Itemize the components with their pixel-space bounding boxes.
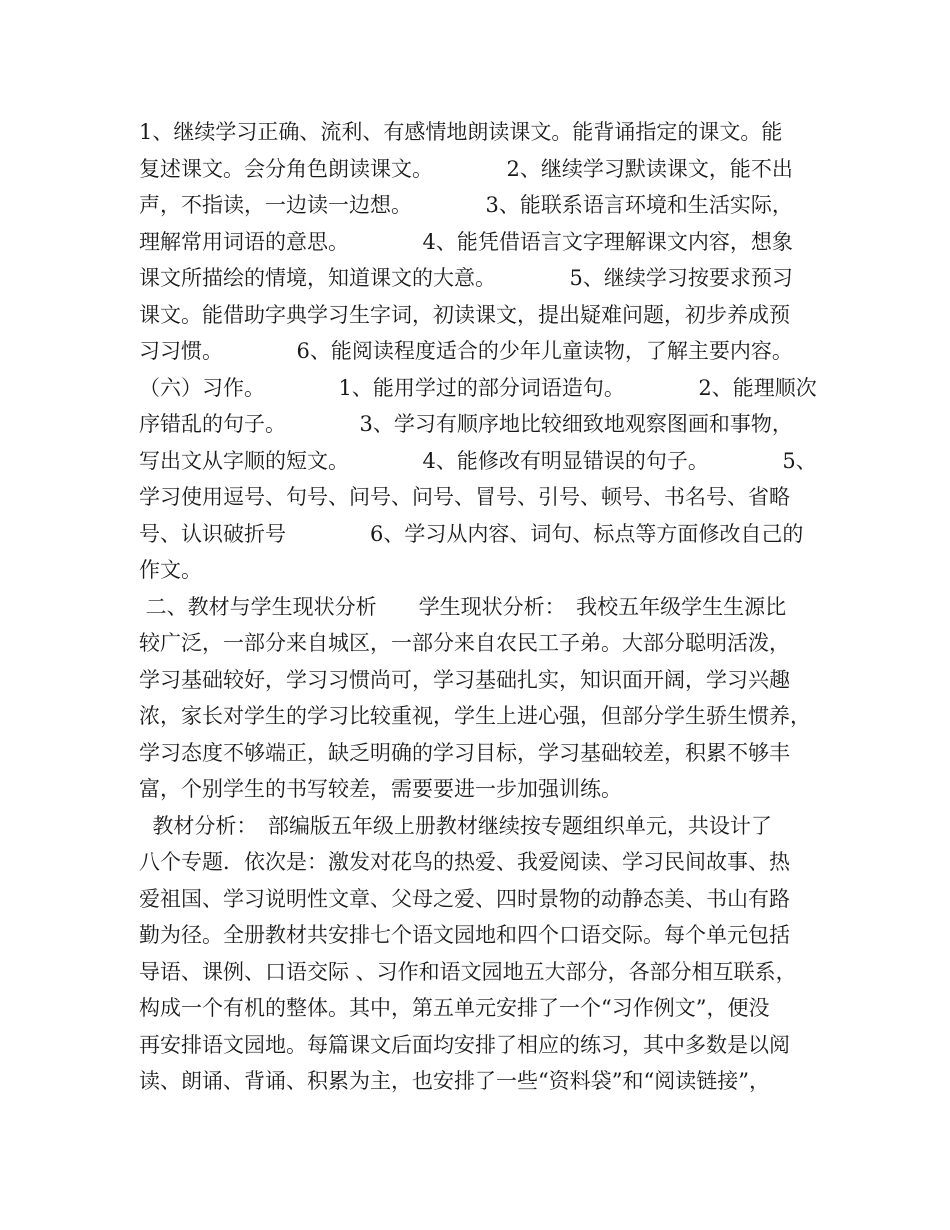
- text-line: 课文所描绘的情境，知道课文的大意。 5、继续学习按要求预习: [139, 266, 793, 290]
- text-line: 号、认识破折号 6、学习从内容、词句、标点等方面修改自己的: [139, 521, 804, 546]
- text-line: 理解常用词语的意思。 4、能凭借语言文字理解课文内容，想象: [139, 229, 793, 254]
- text-line: 声，不指读，一边读一边想。 3、能联系语言环境和生活实际，: [139, 193, 793, 217]
- text-line: 爱祖国、学习说明性文章、父母之爱、四时景物的动静态美、书山有路: [139, 886, 790, 911]
- text-line: 1、继续学习正确、流利、有感情地朗读课文。能背诵指定的课文。能: [139, 120, 783, 144]
- text-line: 学习使用逗号、句号、问号、问号、冒号、引号、顿号、书名号、省略: [139, 485, 790, 509]
- text-line: 八个专题．依次是：激发对花鸟的热爱、我爱阅读、学习民间故事、热: [139, 850, 790, 874]
- document-body: [139, 114, 829, 1100]
- text-line: 读、朗诵、背诵、积累为主，也安排了一些“资料袋”和“阅读链接”，: [139, 1069, 770, 1093]
- text-line: 习习惯。 6、能阅读程度适合的少年儿童读物，了解主要内容。: [139, 339, 793, 363]
- text-line: 作文。: [139, 558, 202, 582]
- text-line: 构成一个有机的整体。其中，第五单元安排了一个“习作例文”，便没: [139, 996, 770, 1020]
- text-line: 课文。能借助字典学习生字词，初读课文，提出疑难问题，初步养成预: [139, 302, 790, 327]
- text-line: 学习基础较好，学习习惯尚可，学习基础扎实，知识面开阔，学习兴趣: [139, 667, 790, 692]
- text-line: 再安排语文园地。每篇课文后面均安排了相应的练习，其中多数是以阅: [139, 1032, 790, 1057]
- text-line: 富，个别学生的书写较差，需要要进一步加强训练。: [139, 777, 622, 801]
- text-line: 序错乱的句子。 3、学习有顺序地比较细致地观察图画和事物，: [139, 412, 793, 436]
- text-line: 导语、课例、口语交际 、习作和语文园地五大部分，各部分相互联系，: [139, 959, 797, 984]
- text-line: 浓，家长对学生的学习比较重视，学生上进心强，但部分学生骄生惯养，: [139, 704, 811, 728]
- text-line: 勤为径。全册教材共安排七个语文园地和四个口语交际。每个单元包括: [139, 923, 790, 947]
- section-heading-line: 二、教材与学生现状分析 学生现状分析： 我校五年级学生生源比: [139, 594, 787, 619]
- text-line: 较广泛，一部分来自城区，一部分来自农民工子弟。大部分聪明活泼，: [139, 631, 790, 655]
- text-line: 写出文从字顺的短文。 4、能修改有明显错误的句子。 5、: [139, 448, 817, 473]
- text-line: （六）习作。 1、能用学过的部分词语造句。 2、能理顺次: [139, 375, 817, 400]
- text-line: 学习态度不够端正，缺乏明确的学习目标，学习基础较差，积累不够丰: [139, 740, 790, 765]
- text-line: 教材分析： 部编版五年级上册教材继续按专题组织单元，共设计了: [139, 813, 772, 838]
- text-line: 复述课文。会分角色朗读课文。 2、继续学习默读课文，能不出: [139, 156, 793, 181]
